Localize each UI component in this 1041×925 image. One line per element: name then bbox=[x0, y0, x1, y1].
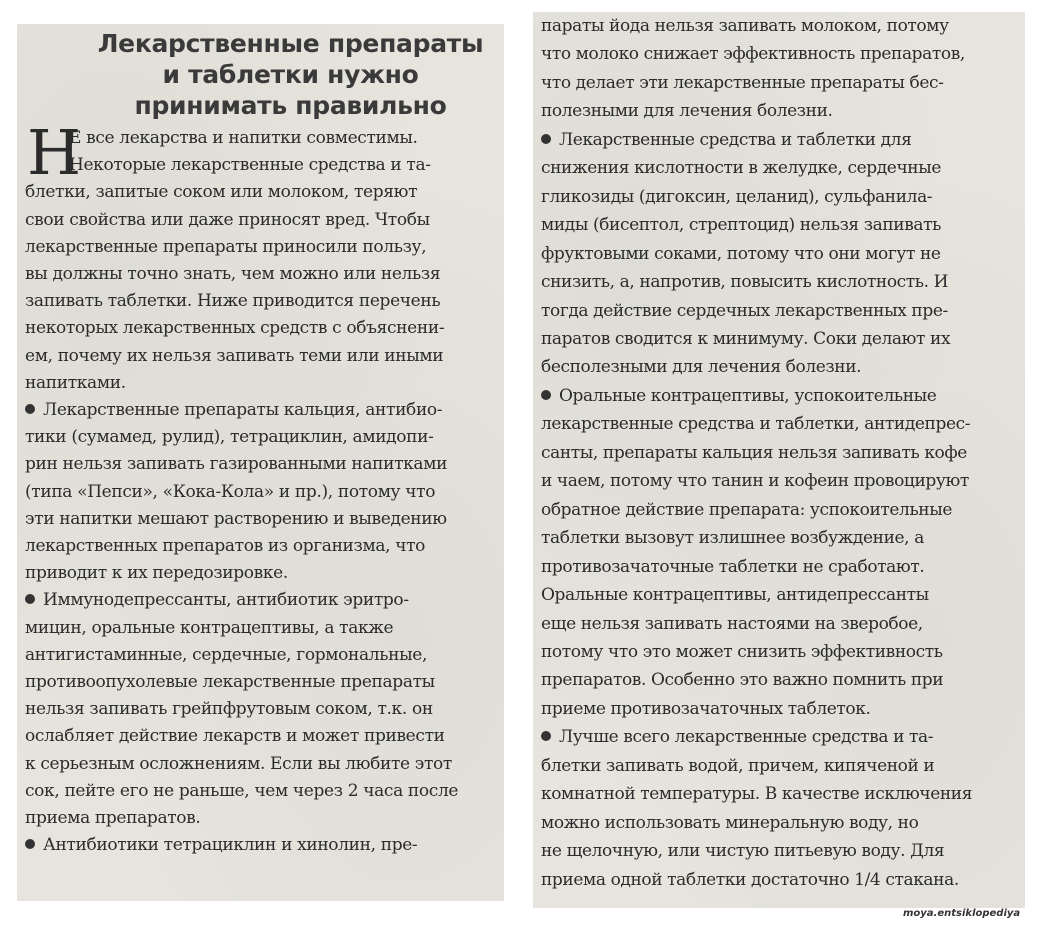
text-line: антигистаминные, сердечные, гормональные, bbox=[25, 644, 428, 665]
text-line: противозачаточные таблетки не сработают. bbox=[541, 556, 925, 577]
text-line: приеме противозачаточных таблеток. bbox=[541, 698, 871, 719]
text-line: бесполезными для лечения болезни. bbox=[541, 357, 862, 378]
bullet-list-left bbox=[25, 397, 496, 859]
text-line: блетки, запитые соком или молоком, теряют bbox=[25, 182, 418, 203]
text-line: и чаем, потому что танин и кофеин провоцируют bbox=[541, 471, 969, 492]
text-line: эти напитки мешают растворению и выведению bbox=[25, 508, 447, 529]
text-line: потому что это может снизить эффективность bbox=[541, 641, 943, 662]
text-line: Лекарственные препараты кальция, антибио- bbox=[25, 397, 496, 424]
title-line: принимать правильно bbox=[134, 91, 447, 120]
text-line: еще нельзя запивать настоями на зверобое, bbox=[541, 613, 923, 634]
text-line: лекарственные препараты приносили пользу, bbox=[25, 236, 427, 257]
text-line: санты, препараты кальция нельзя запивать кофе bbox=[541, 442, 967, 463]
text-line: приема препаратов. bbox=[25, 808, 201, 829]
text-line: что молоко снижает эффективность препаратов, bbox=[541, 44, 965, 65]
text-line: снизить, а, напротив, повысить кислотность. И bbox=[541, 272, 949, 293]
bullet-item bbox=[25, 587, 496, 832]
text-line: комнатной температуры. В качестве исключения bbox=[541, 784, 973, 805]
text-line: тики (сумамед, рулид), тетрациклин, амидопи- bbox=[25, 427, 434, 448]
text-line: гликозиды (дигоксин, целанид), сульфанила- bbox=[541, 186, 933, 207]
text-line: к серьезным осложнениям. Если вы любите этот bbox=[25, 753, 452, 774]
text-line: напитками. bbox=[25, 372, 126, 393]
text-line: сок, пейте его не раньше, чем через 2 часа после bbox=[25, 780, 459, 801]
title-line: и таблетки нужно bbox=[162, 60, 419, 89]
text-line: фруктовыми соками, потому что они могут не bbox=[541, 243, 941, 264]
text-line: блетки запивать водой, причем, кипяченой и bbox=[541, 755, 935, 776]
intro-paragraph bbox=[25, 116, 496, 397]
text-line: Некоторые лекарственные средства и та- bbox=[69, 155, 431, 176]
bullet-item bbox=[541, 126, 1017, 382]
text-line: мицин, оральные контрацептивы, а также bbox=[25, 617, 394, 638]
article-title bbox=[85, 28, 496, 121]
text-line: лекарственные средства и таблетки, антидепрес- bbox=[541, 414, 971, 435]
article-column-right bbox=[533, 12, 1025, 908]
text-line: (типа «Пепси», «Кока-Кола» и пр.), потому что bbox=[25, 481, 436, 502]
continued-paragraph bbox=[541, 12, 1017, 126]
text-line: паратов сводится к минимуму. Соки делают их bbox=[541, 328, 951, 349]
text-line: полезными для лечения болезни. bbox=[541, 101, 833, 122]
text-line: Лекарственные средства и таблетки для bbox=[541, 126, 1017, 154]
text-line: не щелочную, или чистую питьевую воду. Для bbox=[541, 841, 945, 862]
text-line: можно использовать минеральную воду, но bbox=[541, 812, 919, 833]
text-line: запивать таблетки. Ниже приводится перечень bbox=[25, 291, 441, 312]
text-line: Оральные контрацептивы, антидепрессанты bbox=[541, 585, 929, 606]
text-line: Антибиотики тетрациклин и хинолин, пре- bbox=[25, 832, 496, 859]
bullet-item bbox=[25, 397, 496, 587]
text-line: вы должны точно знать, чем можно или нельзя bbox=[25, 264, 441, 285]
text-line: параты йода нельзя запивать молоком, потому bbox=[541, 16, 949, 36]
text-line: некоторых лекарственных средств с объяснени- bbox=[25, 318, 445, 339]
text-line: приводит к их передозировке. bbox=[25, 563, 288, 584]
text-line: Иммунодепрессанты, антибиотик эритро- bbox=[25, 587, 496, 614]
text-line: приема одной таблетки достаточно 1/4 стакана. bbox=[541, 869, 959, 890]
text-line: тогда действие сердечных лекарственных пре- bbox=[541, 300, 948, 321]
text-line: ослабляет действие лекарств и может привести bbox=[25, 726, 445, 747]
text-line: Е все лекарства и напитки совместимы. bbox=[69, 128, 418, 148]
text-line: лекарственных препаратов из организма, что bbox=[25, 536, 426, 557]
text-line: таблетки вызовут излишнее возбуждение, а bbox=[541, 528, 924, 549]
bullet-item bbox=[25, 832, 496, 859]
text-line: нельзя запивать грейпфрутовым соком, т.к. он bbox=[25, 699, 433, 720]
drop-cap: Н bbox=[27, 116, 82, 189]
title-line: Лекарственные препараты bbox=[97, 29, 484, 58]
bullet-item bbox=[541, 723, 1017, 894]
text-line: что делает эти лекарственные препараты бес- bbox=[541, 72, 944, 93]
text-line: Оральные контрацептивы, успокоительные bbox=[541, 382, 1017, 410]
bullet-item bbox=[541, 382, 1017, 723]
text-line: препаратов. Особенно это важно помнить при bbox=[541, 670, 944, 691]
text-line: Лучше всего лекарственные средства и та- bbox=[541, 723, 1017, 751]
text-line: обратное действие препарата: успокоительные bbox=[541, 499, 953, 520]
article-column-left bbox=[17, 24, 504, 901]
source-watermark: moya.entsiklopediya bbox=[903, 908, 1021, 919]
text-line: рин нельзя запивать газированными напитками bbox=[25, 454, 448, 475]
bullet-list-right bbox=[541, 126, 1017, 894]
text-line: свои свойства или даже приносят вред. Чтобы bbox=[25, 209, 430, 230]
text-line: миды (бисептол, стрептоцид) нельзя запивать bbox=[541, 215, 941, 236]
text-line: противоопухолевые лекарственные препараты bbox=[25, 672, 435, 693]
text-line: ем, почему их нельзя запивать теми или иными bbox=[25, 345, 444, 366]
text-line: снижения кислотности в желудке, сердечные bbox=[541, 158, 942, 179]
